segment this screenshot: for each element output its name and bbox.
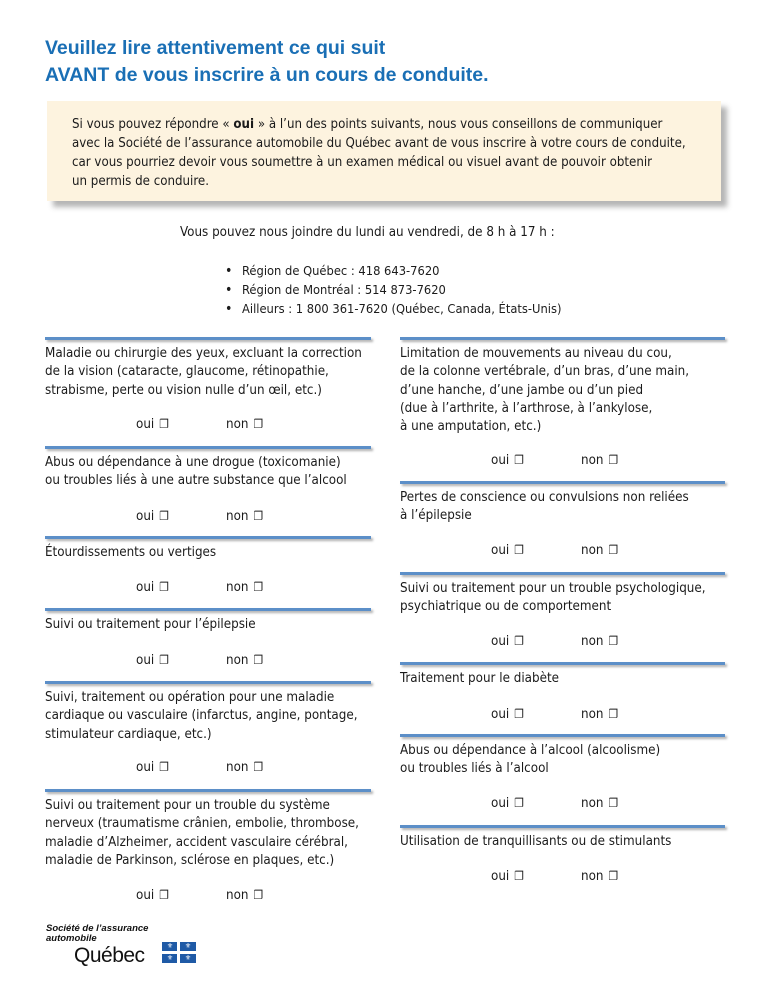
section-divider [400,825,725,828]
yes-checkbox[interactable] [491,543,524,558]
question-text-line: à l’épilepsie [400,508,472,524]
question-text-line: Pertes de conscience ou convulsions non reliées [400,490,689,505]
question-text [45,454,347,491]
question-text-line: de la vision (cataracte, glaucome, rétinopathie, [45,364,329,380]
question-text-line: Étourdissements ou vertiges [45,545,217,560]
checkbox-icon[interactable]: ❐ [608,707,619,721]
section-divider [400,572,725,575]
yes-checkbox[interactable] [136,417,169,432]
question-text [400,833,671,851]
question-text [45,689,358,744]
answer-label: oui [136,653,155,668]
answer-label: oui [491,453,510,468]
yes-checkbox[interactable] [491,796,524,811]
answer-label: oui [491,869,510,884]
section-divider [400,337,725,340]
no-checkbox[interactable] [581,869,618,884]
question-text-line: psychiatrique ou de comportement [400,599,612,615]
checkbox-icon[interactable]: ❐ [159,509,169,523]
checkbox-icon[interactable]: ❐ [608,634,619,648]
no-checkbox[interactable] [581,634,618,649]
yes-checkbox[interactable] [491,634,524,649]
no-checkbox[interactable] [226,417,263,432]
question-text-line: ou troubles liés à une autre substance que l’alcool [45,473,347,489]
yes-checkbox[interactable] [491,453,524,468]
section-divider [45,446,371,449]
fleur-de-lis-icon: ⚜ [184,942,192,950]
no-checkbox[interactable] [226,888,263,903]
question-text-line: nerveux (traumatisme crânien, embolie, thrombose, [45,816,359,832]
checkbox-icon[interactable]: ❐ [514,707,524,721]
section-divider [45,337,371,340]
fleur-de-lis-icon: ⚜ [184,954,192,962]
question-text-line: Utilisation de tranquillisants ou de stimulants [400,834,672,849]
answer-label: non [581,634,604,649]
answer-label: oui [136,580,155,595]
checkbox-icon[interactable]: ❐ [253,417,264,431]
checkbox-icon[interactable]: ❐ [514,453,524,467]
question-text-line: de la colonne vertébrale, d’un bras, d’une main, [400,364,690,380]
question-text [45,345,362,400]
checkbox-icon[interactable]: ❐ [514,869,524,883]
no-checkbox[interactable] [226,653,263,668]
question-text [400,489,689,526]
logo-line-2: automobile [46,933,97,944]
question-text-line: à une amputation, etc.) [400,419,542,435]
answer-label: non [226,417,249,432]
yes-checkbox[interactable] [136,760,169,775]
question-text [45,616,256,634]
answer-label: oui [136,417,155,432]
notice-text [72,115,712,191]
checkbox-icon[interactable]: ❐ [608,543,619,557]
saaq-logo [46,923,192,967]
checkbox-icon[interactable]: ❐ [159,760,169,774]
question-text-line: Limitation de mouvements au niveau du cou, [400,346,672,361]
notice-box [47,101,721,201]
no-checkbox[interactable] [581,796,618,811]
question-text-line: d’une hanche, d’une jambe ou d’un pied [400,382,644,398]
yes-checkbox[interactable] [491,869,524,884]
checkbox-icon[interactable]: ❐ [159,580,169,594]
answer-label: non [581,543,604,558]
checkbox-icon[interactable]: ❐ [514,634,524,648]
answer-label: non [226,509,249,524]
checkbox-icon[interactable]: ❐ [514,796,524,810]
answer-label: oui [491,796,510,811]
question-text [400,670,559,688]
question-text-line: maladie d’Alzheimer, accident vasculaire cérébral, [45,834,348,850]
title-line-2: AVANT de vous inscrire à un cours de conduite. [45,64,489,86]
notice-oui-emphasis: oui [233,117,255,132]
notice-text-line: avec la Société de l’assurance automobile du Québec avant de vous inscrire à votre cours de conduite, [72,136,686,151]
question-text-line: Suivi ou traitement pour l’épilepsie [45,617,256,632]
answer-label: non [581,453,604,468]
question-text [45,797,359,870]
question-text-line: Abus ou dépendance à une drogue (toxicomanie) [45,455,341,470]
yes-checkbox[interactable] [136,509,169,524]
checkbox-icon[interactable]: ❐ [253,580,264,594]
question-text-line: (due à l’arthrite, à l’arthrose, à l’ankylose, [400,400,653,416]
checkbox-icon[interactable]: ❐ [159,888,169,902]
notice-text-part: Si vous pouvez répondre « [72,117,234,132]
question-text-line: ou troubles liés à l’alcool [400,761,549,777]
checkbox-icon[interactable]: ❐ [608,796,619,810]
notice-text-line: car vous pourriez devoir vous soumettre à un examen médical ou visuel avant de pouvoir obtenir [72,155,653,170]
contact-hours: Vous pouvez nous joindre du lundi au vendredi, de 8 h à 17 h : [180,225,555,240]
answer-label: oui [136,760,155,775]
fleur-de-lis-icon: ⚜ [166,954,174,962]
phone-item: • Région de Québec : 418 643-7620 [225,262,561,281]
question-text-line: Maladie ou chirurgie des yeux, excluant la correction [45,346,362,361]
title-line-1: Veuillez lire attentivement ce qui suit [45,37,386,59]
question-text-line: cardiaque ou vasculaire (infarctus, angine, pontage, [45,708,358,724]
section-divider [400,662,725,665]
section-divider [45,681,371,684]
question-text-line: Traitement pour le diabète [400,671,560,686]
answer-label: non [581,707,604,722]
question-text-line: Suivi, traitement ou opération pour une maladie [45,690,335,705]
answer-label: oui [491,707,510,722]
answer-label: non [226,580,249,595]
answer-label: non [226,888,249,903]
phone-list [225,262,561,319]
checkbox-icon[interactable]: ❐ [253,653,264,667]
checkbox-icon[interactable]: ❐ [253,760,264,774]
no-checkbox[interactable] [581,707,618,722]
no-checkbox[interactable] [226,580,263,595]
question-text-line: stimulateur cardiaque, etc.) [45,726,212,742]
checkbox-icon[interactable]: ❐ [608,453,619,467]
answer-label: oui [491,543,510,558]
logo-quebec-wordmark: Québec [74,944,145,967]
question-text [400,580,706,617]
checkbox-icon[interactable]: ❐ [253,888,264,902]
phone-item: • Ailleurs : 1 800 361-7620 (Québec, Canada, États-Unis) [225,300,561,319]
checkbox-icon[interactable]: ❐ [159,653,169,667]
yes-checkbox[interactable] [136,580,169,595]
no-checkbox[interactable] [581,543,618,558]
checkbox-icon[interactable]: ❐ [608,869,619,883]
notice-text-line: un permis de conduire. [72,174,210,189]
no-checkbox[interactable] [226,760,263,775]
section-divider [400,734,725,737]
answer-label: non [226,653,249,668]
question-text [45,544,216,562]
checkbox-icon[interactable]: ❐ [514,543,524,557]
answer-label: non [581,796,604,811]
section-divider [400,481,725,484]
question-text-line: Suivi ou traitement pour un trouble du système [45,798,330,813]
yes-checkbox[interactable] [136,888,169,903]
question-text [400,345,689,436]
section-divider [45,536,371,539]
answer-label: oui [136,888,155,903]
answer-label: non [581,869,604,884]
question-text-line: maladie de Parkinson, sclérose en plaques, etc.) [45,852,335,868]
answer-label: non [226,760,249,775]
question-text-line: strabisme, perte ou vision nulle d’un œil, etc.) [45,382,322,398]
section-divider [45,608,371,611]
question-text-line: Abus ou dépendance à l’alcool (alcoolisme) [400,743,661,758]
yes-checkbox[interactable] [491,707,524,722]
no-checkbox[interactable] [581,453,618,468]
section-divider [45,789,371,792]
question-text [400,742,660,779]
quebec-flag-icon [162,942,196,963]
yes-checkbox[interactable] [136,653,169,668]
no-checkbox[interactable] [226,509,263,524]
phone-item: • Région de Montréal : 514 873-7620 [225,281,561,300]
question-text-line: Suivi ou traitement pour un trouble psychologique, [400,581,706,596]
page-title [45,35,489,89]
answer-label: oui [491,634,510,649]
checkbox-icon[interactable]: ❐ [159,417,169,431]
notice-text-part: » à l’un des points suivants, nous vous conseillons de communiquer [254,117,663,132]
logo-line-1: Société de l’assurance [46,923,149,934]
fleur-de-lis-icon: ⚜ [166,942,174,950]
checkbox-icon[interactable]: ❐ [253,509,264,523]
answer-label: oui [136,509,155,524]
